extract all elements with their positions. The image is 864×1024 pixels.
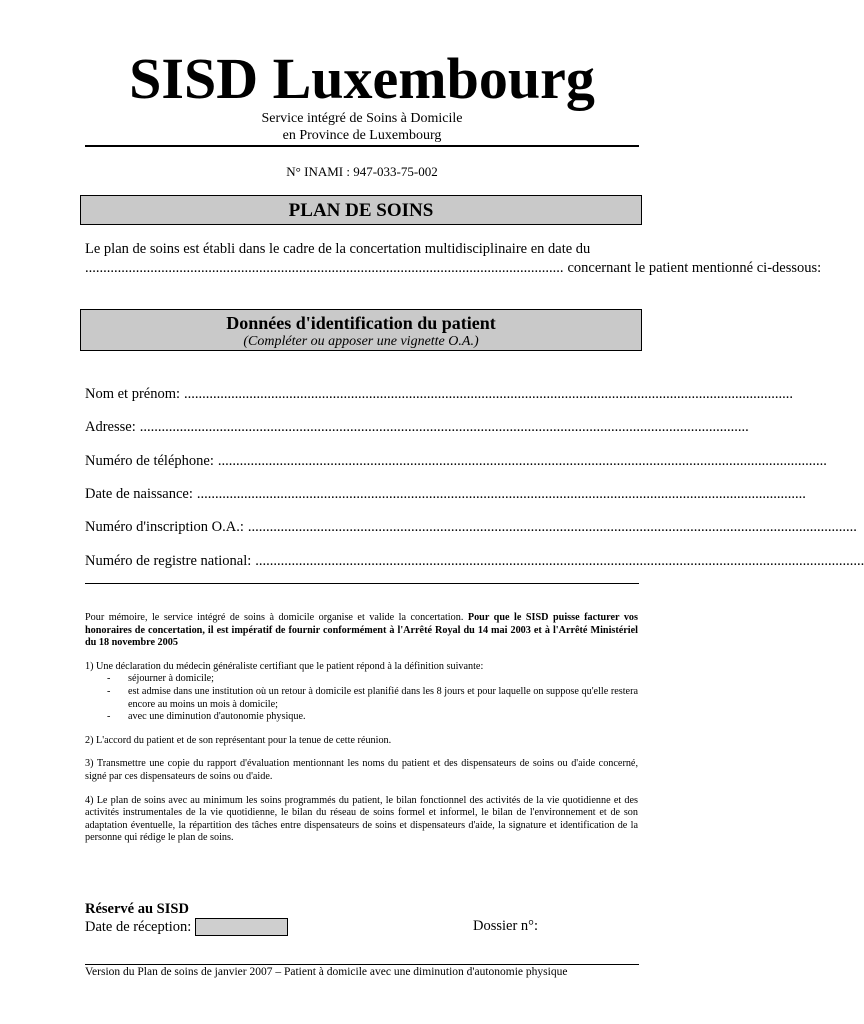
memo-paragraph xyxy=(85,612,638,650)
field-label: Numéro de téléphone: xyxy=(85,453,214,469)
field-telephone[interactable] xyxy=(85,452,827,470)
identification-box xyxy=(80,309,642,351)
requirement-3: 3) Transmettre une copie du rapport d'évaluation mentionnant les noms du patient et des dispensateurs de soins ou d'aide concerné, signé par ces dispensateurs de soins ou d'aide. xyxy=(85,758,638,782)
list-item xyxy=(85,686,638,711)
intro-line1: Le plan de soins est établi dans le cadre de la concertation multidisciplinaire en date du xyxy=(85,241,591,257)
memo-text: Pour mémoire, le service intégré de soins à domicile organise et valide la concertation. xyxy=(85,612,468,623)
requirement-2: 2) L'accord du patient et de son représentant pour la tenue de cette réunion. xyxy=(85,734,392,746)
field-dots: ........................................................................................................................................................................ xyxy=(184,386,794,402)
list-item-text: avec une diminution d'autonomie physique. xyxy=(128,711,306,723)
footer-version: Version du Plan de soins de janvier 2007 – Patient à domicile avec une diminution d'autonomie physique xyxy=(85,966,568,978)
footer-divider xyxy=(85,964,639,965)
intro-line2-suffix: concernant le patient mentionné ci-dessous: xyxy=(567,260,822,276)
field-dots: ........................................................................................................................................................................ xyxy=(255,553,864,569)
field-registre-national[interactable] xyxy=(85,552,864,570)
intro-paragraph xyxy=(85,240,822,278)
notes-section xyxy=(85,612,638,856)
field-dots: ........................................................................................................................................................................ xyxy=(247,519,857,535)
organization-subtitle-line2: en Province de Luxembourg xyxy=(282,128,442,143)
section-divider xyxy=(85,583,639,584)
requirement-1 xyxy=(85,661,638,724)
organization-subtitle-line1: Service intégré de Soins à Domicile xyxy=(261,111,463,126)
header-divider xyxy=(85,145,639,147)
field-dots: ........................................................................................................................................................................ xyxy=(196,486,806,502)
requirement-1-bullets xyxy=(85,673,638,723)
list-item-text: est admise dans une institution où un retour à domicile est planifié dans les 8 jours et pour laquelle on suppose qu'elle restera encore au moins un mois à domicile; xyxy=(128,685,638,710)
reception-date-row xyxy=(85,918,288,936)
reception-label: Date de réception: xyxy=(85,918,192,935)
memo-bold-text: Pour que le SISD puisse facturer vos honoraires de concertation, il est impératif de fournir conformément à l'Arrêté Royal du 14 mai 2003 et à l'Arrêté Ministériel du 18 novembre 2005 xyxy=(85,612,638,649)
dash-bullet: - xyxy=(107,685,111,697)
dash-bullet: - xyxy=(107,711,111,723)
field-inscription-oa[interactable] xyxy=(85,518,857,536)
list-item xyxy=(85,711,638,724)
field-date-naissance[interactable] xyxy=(85,485,806,503)
dossier-number-label[interactable]: Dossier n°: xyxy=(473,918,539,934)
field-dots: ........................................................................................................................................................................ xyxy=(139,419,749,435)
list-item xyxy=(85,673,638,686)
field-label: Date de naissance: xyxy=(85,486,193,502)
inami-number: N° INAMI : 947-033-75-002 xyxy=(286,164,438,179)
identification-subtitle: (Compléter ou apposer une vignette O.A.) xyxy=(243,334,479,349)
requirement-4: 4) Le plan de soins avec au minimum les soins programmés du patient, le bilan fonctionnel des activités de la vie quotidienne et des activités instrumentales de la vie quotidienne, le bilan du réseau de soins formel et informel, le bilan de l'environnement et de son adaptation éventuelle, la répartition des tâches entre dispensateurs de soins et dispensateurs d'aide, la signature et identification de la personne qui rédige le plan de soins. xyxy=(85,794,638,844)
list-item-text: séjourner à domicile; xyxy=(128,673,214,685)
requirement-1-intro: 1) Une déclaration du médecin généraliste certifiant que le patient répond à la définition suivante: xyxy=(85,660,484,672)
plan-de-soins-box xyxy=(80,195,642,225)
field-label: Adresse: xyxy=(85,419,136,435)
field-dots: ........................................................................................................................................................................ xyxy=(217,453,827,469)
intro-line2 xyxy=(85,259,822,278)
field-label: Numéro de registre national: xyxy=(85,553,252,569)
reserved-title: Réservé au SISD xyxy=(85,901,189,917)
reception-date-field[interactable] xyxy=(195,918,288,936)
field-label: Numéro d'inscription O.A.: xyxy=(85,519,244,535)
field-label: Nom et prénom: xyxy=(85,386,181,402)
field-adresse[interactable] xyxy=(85,418,749,436)
concertation-date-dots: .................................................................................................................................... xyxy=(85,260,564,276)
field-nom-prenom[interactable] xyxy=(85,385,794,403)
identification-title: Données d'identification du patient xyxy=(226,313,496,333)
plan-de-soins-title: PLAN DE SOINS xyxy=(288,200,434,221)
organization-title: SISD Luxembourg xyxy=(129,46,595,111)
dash-bullet: - xyxy=(107,673,111,685)
